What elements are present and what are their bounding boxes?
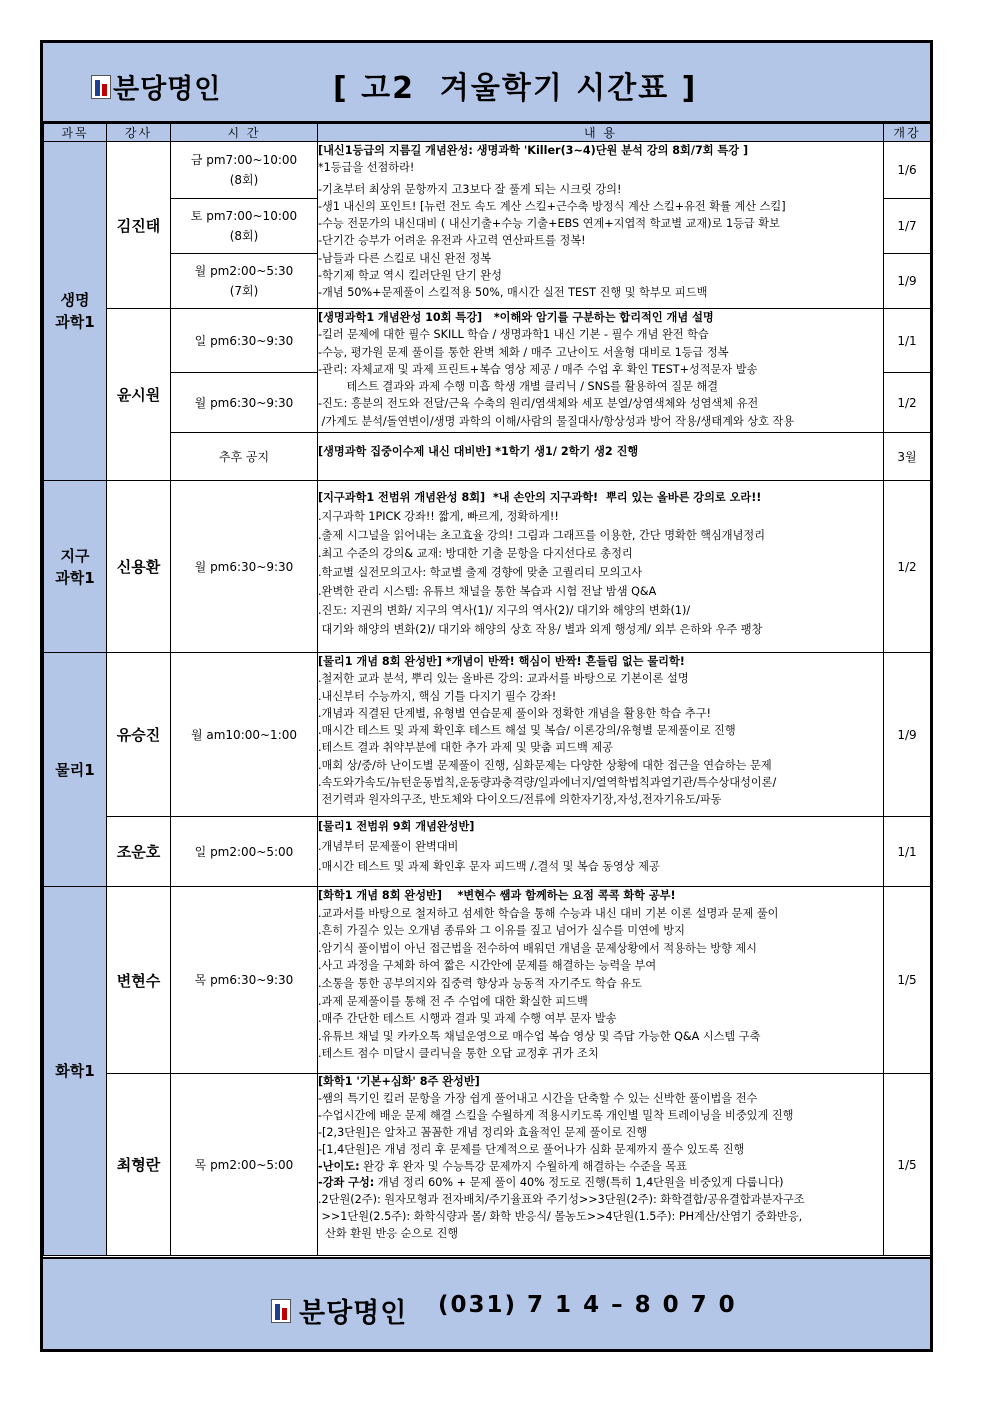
start-date-cell: 1/1: [884, 817, 931, 887]
logo-icon: [271, 1299, 291, 1323]
start-date-cell: 1/5: [884, 887, 931, 1074]
content-line: -관리: 자체교재 및 과제 프린트+복습 영상 제공 / 매주 수업 후 확인 TEST+성적문자 발송: [318, 362, 758, 376]
content-line: -생1 내신의 포인트! [뉴런 전도 속도 계산 스킬+근수축 방정식 계산 스킬+유전 확률 계산 스킬]: [318, 199, 786, 213]
session-count: (7회): [229, 284, 259, 298]
teacher-cell: 신용환: [107, 481, 171, 653]
content-line: 테스트 결과와 과제 수행 미흡 학생 개별 클리닉 / SNS를 활용하여 질문 해결: [318, 380, 719, 394]
content-line: 대기와 해양의 변화(2)/ 대기와 해양의 상호 작용/ 별과 외계 행성계/ 외부 은하와 우주 팽창: [318, 622, 763, 636]
content-line: .철저한 교과 분석, 뿌리 있는 올바른 강의: 교과서를 바탕으로 기본이론 설명: [318, 672, 689, 686]
subject-cell: [44, 887, 107, 1256]
content-heading: [내신1등급의 지름길 개념완성: 생명과학 'Killer(3~4)단원 분석 강의 8회/7회 특강 ]: [318, 144, 749, 157]
content-line: -수능 전문가의 내신대비 ( 내신기출+수능 기출+EBS 연계+지엽적 학교별 교재)로 1등급 확보: [318, 217, 780, 231]
teacher-cell: 조운호: [107, 817, 171, 887]
table-row: [44, 309, 931, 373]
content-line: 산화 환원 반응 순으로 진행: [318, 1227, 459, 1241]
content-line: .내신부터 수능까지, 핵심 기틀 다지기 필수 강좌!: [318, 689, 557, 703]
timetable-sheet: [40, 40, 933, 1352]
time-text: 월 pm6:30~9:30: [194, 395, 294, 410]
content-line: .매주 간단한 테스트 시행과 결과 및 과제 수행 여부 문자 발송: [318, 1012, 617, 1026]
content-line: .지구과학 1PICK 강좌!! 짧게, 빠르게, 정확하게!!: [318, 509, 559, 523]
content-line: .진도: 지권의 변화/ 지구의 역사(1)/ 지구의 역사(2)/ 대기와 해양의 변화(1)/: [318, 603, 691, 617]
time-text: 월 pm6:30~9:30: [194, 559, 294, 574]
session-count: (8회): [229, 229, 259, 243]
content-cell: [318, 887, 884, 1074]
time-text: 일 pm2:00~5:00: [194, 844, 294, 859]
content-line: .유튜브 채널 및 카카오톡 채널운영으로 매수업 복습 영상 및 즉답 가능한 Q&A 시스템 구축: [318, 1029, 761, 1043]
teacher-cell: 윤시원: [107, 309, 171, 481]
table-row: [44, 1074, 931, 1256]
content-line: .개념부터 문제풀이 완벽대비: [318, 840, 459, 853]
table-row: [44, 433, 931, 481]
content-line: -학기제 학교 역시 킬러단원 단기 완성: [318, 269, 502, 283]
time-text: 토 pm7:00~10:00: [190, 209, 298, 223]
content-heading: [생명과학 집중이수제 내신 대비반] *1학기 생1/ 2학기 생2 진행: [318, 445, 639, 458]
time-cell: [171, 142, 318, 199]
content-line: .사고 과정을 구체화 하여 짧은 시간안에 문제를 해결하는 능력을 부여: [318, 959, 657, 973]
content-cell: [318, 1074, 884, 1256]
content-line: .매시간 테스트 및 과제 확인후 문자 피드백 /.결석 및 복습 동영상 제공: [318, 860, 660, 873]
subject-cell: [44, 481, 107, 653]
content-heading: [화학1 '기본+심화' 8주 완성반]: [318, 1075, 480, 1088]
time-cell: [171, 887, 318, 1074]
time-cell: [171, 1074, 318, 1256]
content-line: -수능, 평가원 문제 풀이를 통한 완벽 체화 / 매주 고난이도 서울형 대비로 1등급 정복: [318, 345, 729, 359]
subject-name: 생명 과학1: [55, 291, 95, 331]
teacher-cell: 유승진: [107, 653, 171, 817]
content-line: .최고 수준의 강의& 교재: 방대한 기출 문항을 다지선다로 총정리: [318, 547, 633, 561]
content-line: -개념 50%+문제풀이 스킬적용 50%, 매시간 실전 TEST 진행 및 학부모 피드백: [318, 286, 708, 300]
subject-cell: [44, 142, 107, 481]
start-date-cell: 1/2: [884, 481, 931, 653]
start-date-cell: 1/1: [884, 309, 931, 373]
content-line: .교과서를 바탕으로 철저하고 섬세한 학습을 통해 수능과 내신 대비 기본 이론 설명과 문제 풀이: [318, 906, 779, 920]
content-line: -강좌 구성: 개념 정리 60% + 문제 풀이 40% 정도로 진행(특히 1,4단원을 비중있게 다룹니다): [318, 1176, 784, 1190]
teacher-cell: 변현수: [107, 887, 171, 1074]
content-cell: [318, 142, 884, 309]
time-cell: [171, 817, 318, 887]
table-row: [44, 481, 931, 653]
time-cell: [171, 373, 318, 433]
content-line: .출제 시그널을 읽어내는 초고효율 강의! 그림과 그래프를 이용한, 간단 명확한 핵심개념정리: [318, 528, 766, 542]
start-date-cell: 1/9: [884, 653, 931, 817]
teacher-cell: 김진태: [107, 142, 171, 309]
content-line: .완벽한 관리 시스템: 유튜브 채널을 통한 복습과 시험 전날 밤샘 Q&A: [318, 584, 657, 598]
content-line: .과제 문제풀이를 통해 전 주 수업에 대한 확실한 피드백: [318, 994, 588, 1008]
time-cell: [171, 254, 318, 309]
col-header-subject: 과목: [44, 124, 107, 142]
col-header-start: 개강: [884, 124, 931, 142]
footer-brand-name: 분당명인: [299, 1298, 408, 1329]
content-cell: [318, 309, 884, 433]
content-line: -남들과 다른 스킬로 내신 완전 정복: [318, 251, 492, 265]
content-cell: [318, 481, 884, 653]
time-cell: [171, 481, 318, 653]
time-cell: [171, 433, 318, 481]
content-heading: [지구과학1 전범위 개념완성 8회] *내 손안의 지구과학! 뿌리 있는 올바른 강의로 오라!!: [318, 491, 762, 504]
content-line: -단기간 승부가 어려운 유전과 사고력 연산파트를 정복!: [318, 234, 586, 248]
table-row: [44, 817, 931, 887]
content-line: .2단원(2주): 원자모형과 전자배치/주기율표와 주기성>>3단원(2주): 화학결합/공유결합과분자구조: [318, 1193, 805, 1207]
content-line: .매회 상/중/하 난이도별 문제풀이 진행, 심화문제는 다양한 상황에 대한 접근을 연습하는 문제: [318, 758, 772, 772]
time-cell: [171, 199, 318, 254]
content-line: .개념과 직결된 단계별, 유형별 연습문제 풀이와 정확한 개념을 활용한 학습 추구!: [318, 706, 711, 720]
phone-number: (031) 7 1 4 – 8 0 7 0: [438, 1292, 737, 1318]
brand-logo: [91, 67, 221, 106]
content-line: -[1,4단원]은 개념 정리 후 문제를 단계적으로 풀어나가 심화 문제까지 풀수 있도록 진행: [318, 1142, 745, 1156]
time-text: 추후 공지: [218, 449, 270, 464]
content-line: /가계도 분석/돌연변이/생명 과학의 이해/사람의 물질대사/항상성과 방어 작용/생태계와 상호 작용: [318, 414, 795, 428]
content-line: -쌤의 특기인 킬러 문항을 가장 쉽게 풀어내고 시간을 단축할 수 있는 신박한 풀이법을 전수: [318, 1091, 758, 1105]
content-line: .학교별 실전모의고사: 학교별 출제 경향에 맞춘 고퀄리티 모의고사: [318, 566, 643, 580]
subject-name: 지구 과학1: [55, 546, 95, 587]
schedule-table: [43, 123, 931, 1256]
subject-cell: [44, 653, 107, 887]
teacher-cell: 최형란: [107, 1074, 171, 1256]
page-title: [ 고2 겨울학기 시간표 ]: [333, 71, 698, 106]
content-line: -기초부터 최상위 문항까지 고3보다 잘 풀게 되는 시크릿 강의!: [318, 182, 622, 196]
time-text: 월 am10:00~1:00: [190, 727, 298, 742]
content-line: 전기력과 원자의구조, 반도체와 다이오드/전류에 의한자기장,자성,전자기유도/파동: [318, 793, 722, 807]
subject-name: 화학1: [55, 1062, 95, 1080]
logo-icon: [91, 75, 111, 99]
table-row: [44, 142, 931, 199]
content-heading: [물리1 전범위 9회 개념완성반]: [318, 820, 475, 833]
table-row: [44, 653, 931, 817]
content-line: .테스트 점수 미달시 클리닉을 통한 오답 교정후 귀가 조치: [318, 1047, 599, 1061]
content-line: .흔히 가질수 있는 오개념 종류와 그 이유를 짚고 넘어가 실수를 미연에 방지: [318, 924, 685, 938]
col-header-content: 내 용: [318, 124, 884, 142]
start-date-cell: 1/9: [884, 254, 931, 309]
start-date-cell: 3월: [884, 433, 931, 481]
content-line: -진도: 흥분의 전도와 전달/근육 수축의 원리/염색체와 세포 분열/상염색체와 성염색체 유전: [318, 397, 759, 411]
content-cell: [318, 653, 884, 817]
content-line: >>1단원(2.5주): 화학식량과 몰/ 화학 반응식/ 몰농도>>4단원(1.5주): PH계산/산염기 중화반응,: [318, 1210, 803, 1224]
content-line: -킬러 문제에 대한 필수 SKILL 학습 / 생명과학1 내신 기본 - 필수 개념 완전 학습: [318, 328, 709, 342]
content-heading: [생명과학1 개념완성 10회 특강] *이해와 암기를 구분하는 합리적인 개념 설명: [318, 311, 714, 324]
content-line: .매시간 테스트 및 과제 확인후 테스트 해설 및 복습/ 이론강의/유형별 문제풀이로 진행: [318, 724, 736, 738]
subject-name: 물리1: [55, 760, 95, 779]
content-cell: [318, 817, 884, 887]
content-line: -[2,3단원]은 알차고 꼼꼼한 개념 정리와 효율적인 문제 풀이로 진행: [318, 1125, 648, 1139]
content-line: -난이도: 완강 후 완자 및 수능특강 문제까지 수월하게 해결하는 수준을 목표: [318, 1159, 687, 1173]
content-heading: [화학1 개념 8회 완성반] *변현수 쌤과 함께하는 요점 콕콕 화학 공부!: [318, 889, 676, 902]
content-line: .속도와가속도/뉴턴운동법칙,운동량과충격량/일과에너지/열역학법칙과열기관/특수상대성이론/: [318, 776, 777, 790]
time-text: 월 pm2:00~5:30: [194, 264, 294, 278]
table-row: [44, 887, 931, 1074]
time-text: 목 pm6:30~9:30: [194, 973, 294, 987]
content-heading: [물리1 개념 8회 완성반] *개념이 반짝! 핵심이 반짝! 흔들림 없는 물리학!: [318, 655, 685, 668]
content-line: .암기식 풀이법이 아닌 접근법을 전수하여 배워던 개념을 문제상황에서 적용하는 방향 제시: [318, 941, 757, 955]
col-header-time: 시 간: [171, 124, 318, 142]
content-line: .소통을 통한 공부의지와 집중력 향상과 능동적 자기주도 학습 유도: [318, 976, 642, 990]
content-line: .테스트 결과 취약부분에 대한 추가 과제 및 맞춤 피드백 제공: [318, 741, 613, 755]
time-text: 목 pm2:00~5:00: [194, 1157, 294, 1172]
footer-brand-logo: [271, 1291, 407, 1330]
footer-banner: [43, 1257, 930, 1349]
content-line: -수업시간에 배운 문제 해결 스킬을 수월하게 적용시키도록 개인별 밀착 트레이닝을 비중있게 진행: [318, 1108, 794, 1122]
time-text: 일 pm6:30~9:30: [194, 333, 294, 348]
brand-name: 분당명인: [113, 74, 222, 105]
time-cell: [171, 309, 318, 373]
start-date-cell: 1/2: [884, 373, 931, 433]
session-count: (8회): [229, 173, 259, 187]
time-text: 금 pm7:00~10:00: [190, 153, 298, 167]
start-date-cell: 1/6: [884, 142, 931, 199]
start-date-cell: 1/5: [884, 1074, 931, 1256]
header-banner: [43, 43, 930, 123]
time-cell: [171, 653, 318, 817]
content-cell: [318, 433, 884, 481]
content-line: *1등급을 선점하라!: [318, 161, 415, 175]
col-header-teacher: 강사: [107, 124, 171, 142]
start-date-cell: 1/7: [884, 199, 931, 254]
